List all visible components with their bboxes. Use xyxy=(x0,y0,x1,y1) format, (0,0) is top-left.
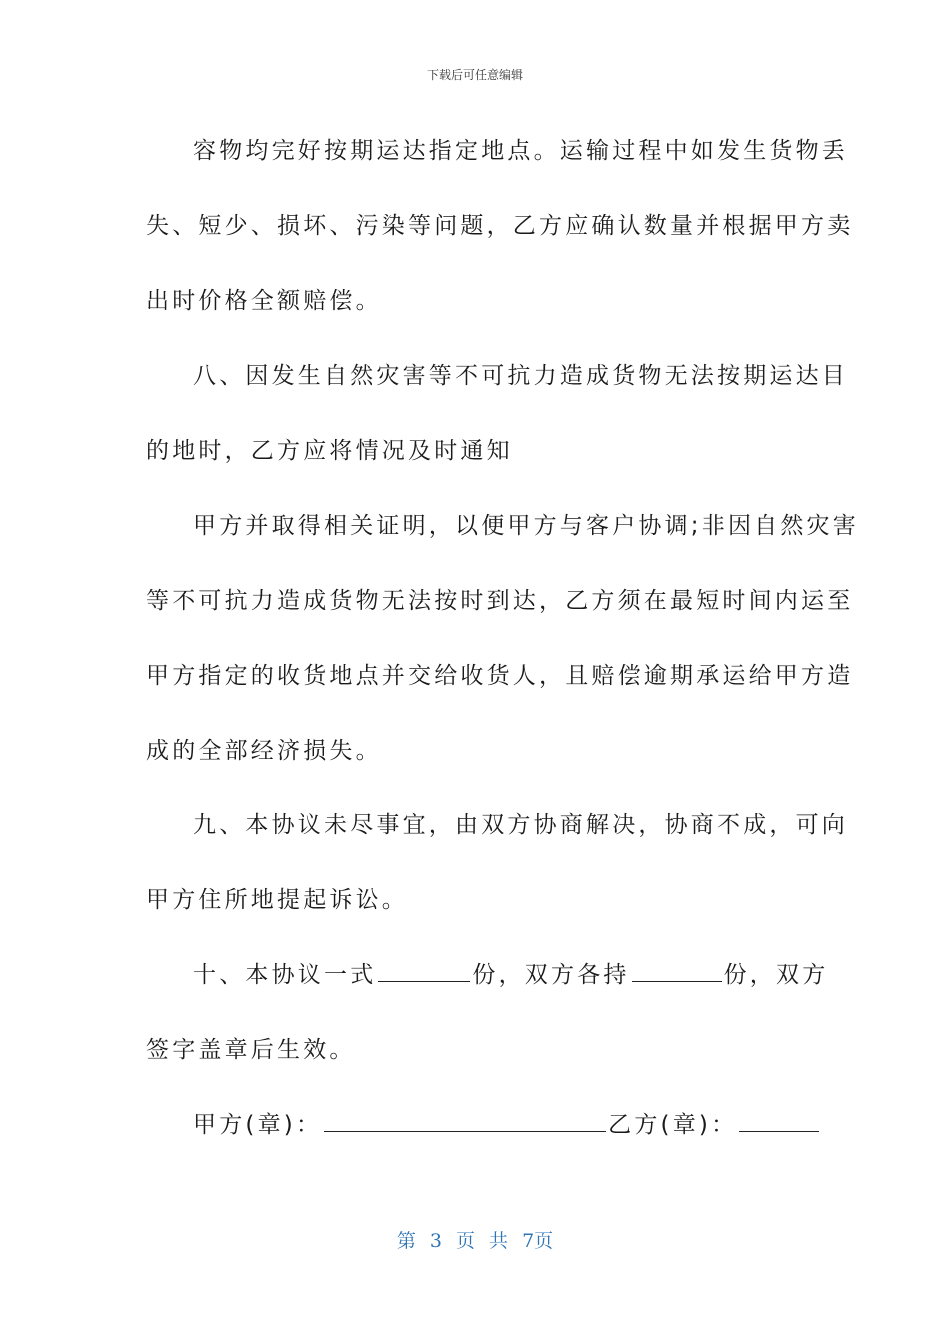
copies-total-blank[interactable] xyxy=(378,959,470,982)
clause-10-line xyxy=(193,956,828,989)
body-line: 成的全部经济损失。 xyxy=(146,738,382,764)
party-b-signature-blank[interactable] xyxy=(739,1109,819,1132)
copies-each-blank[interactable] xyxy=(632,959,722,982)
page-footer: 第 3 页 共 7页 xyxy=(396,1230,554,1252)
party-a-signature-blank[interactable] xyxy=(324,1109,606,1132)
clause-10-line: 签字盖章后生效。 xyxy=(146,1037,356,1063)
clause-10-text: 份，双方 xyxy=(723,962,829,988)
clause-8-line: 八、因发生自然灾害等不可抗力造成货物无法按期运达目 xyxy=(193,363,848,389)
party-a-label: 甲方(章)： xyxy=(193,1112,323,1138)
clause-9-line: 九、本协议未尽事宜，由双方协商解决，协商不成，可向 xyxy=(193,812,848,838)
page-header: 下载后可任意编辑 xyxy=(426,68,523,82)
signature-line xyxy=(193,1106,821,1139)
clause-10-text: 份，双方各持 xyxy=(472,962,630,988)
body-line: 甲方并取得相关证明，以便甲方与客户协调;非因自然灾害 xyxy=(193,513,859,539)
clause-10-text: 十、本协议一式 xyxy=(193,962,377,988)
body-line: 容物均完好按期运达指定地点。运输过程中如发生货物丢 xyxy=(193,138,848,164)
body-line: 甲方指定的收货地点并交给收货人，且赔偿逾期承运给甲方造 xyxy=(146,663,854,689)
clause-9-line: 甲方住所地提起诉讼。 xyxy=(146,887,408,913)
body-line: 失、短少、损坏、污染等问题，乙方应确认数量并根据甲方卖 xyxy=(146,213,854,239)
body-line: 出时价格全额赔偿。 xyxy=(146,288,382,314)
party-b-label: 乙方(章)： xyxy=(608,1112,738,1138)
body-line: 等不可抗力造成货物无法按时到达，乙方须在最短时间内运至 xyxy=(146,588,854,614)
clause-8-line: 的地时，乙方应将情况及时通知 xyxy=(146,438,513,464)
